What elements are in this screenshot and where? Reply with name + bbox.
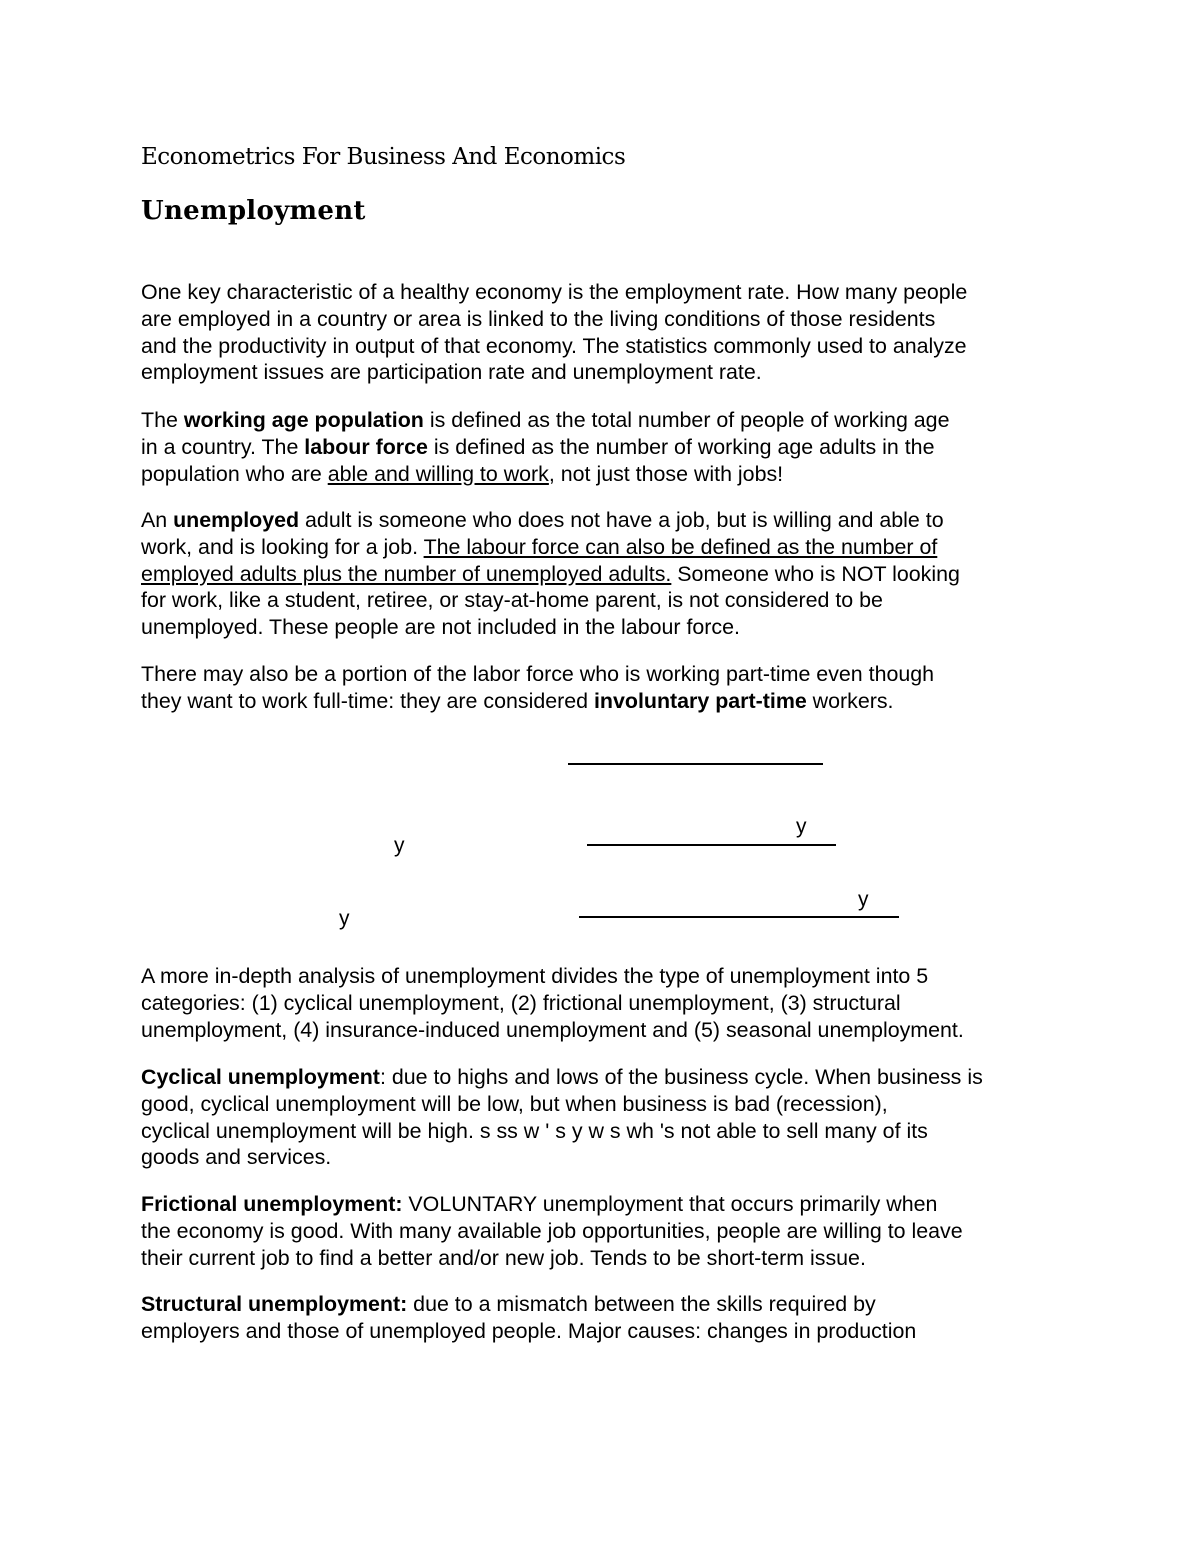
text: population who are <box>141 461 328 486</box>
paragraph-labour-force <box>141 407 1071 487</box>
text-line <box>141 534 1071 561</box>
blank-label: y <box>394 834 405 857</box>
term-labour-force: labour force <box>304 434 428 459</box>
blank-label: y <box>796 815 807 838</box>
text: VOLUNTARY unemployment that occurs primarily when <box>402 1192 938 1216</box>
text-line <box>141 434 1071 461</box>
paragraph-categories <box>141 963 1071 1043</box>
text: , not just those with jobs! <box>548 461 784 486</box>
text: adult is someone who does not have a job, but is willing and able to <box>299 508 944 532</box>
text: : due to highs and lows of the business cycle. When business is <box>379 1065 983 1089</box>
blank-line <box>568 763 823 765</box>
term-involuntary-part-time: involuntary part-time <box>593 688 807 713</box>
underlined-text: The labour force can also be defined as the number of <box>423 534 938 559</box>
text-line: A more in-depth analysis of unemployment divides the type of unemployment into 5 <box>141 964 929 988</box>
text-line <box>141 1191 1071 1218</box>
blank-line <box>587 844 836 846</box>
term-unemployed: unemployed <box>173 508 300 532</box>
paragraph-involuntary <box>141 661 1071 715</box>
text-line <box>141 461 1071 488</box>
text-line: and the productivity in output of that economy. The statistics commonly used to analyze <box>141 333 967 358</box>
text: due to a mismatch between the skills required by <box>407 1292 876 1316</box>
text-line <box>141 561 1071 588</box>
text-line: One key characteristic of a healthy economy is the employment rate. How many people <box>141 280 968 304</box>
term-working-age-population: working age population <box>183 408 424 432</box>
text-line: good, cyclical unemployment will be low, but when business is bad (recession), <box>141 1091 888 1116</box>
term-cyclical-unemployment: Cyclical unemployment <box>141 1065 380 1089</box>
blank-line <box>579 916 899 918</box>
text-line <box>141 1291 1071 1318</box>
paragraph-frictional <box>141 1191 1071 1271</box>
text-line: their current job to find a better and/or new job. Tends to be short-term issue. <box>141 1245 866 1270</box>
text-line: employers and those of unemployed people. Major causes: changes in production <box>141 1318 917 1343</box>
text-line: the economy is good. With many available job opportunities, people are willing to leave <box>141 1218 963 1243</box>
text: The <box>141 408 184 432</box>
paragraph-cyclical <box>141 1064 1071 1171</box>
text-line: for work, like a student, retiree, or stay-at-home parent, is not considered to be <box>141 588 883 613</box>
text-line: cyclical unemployment will be high. s ss w ' s y w s wh 's not able to sell many of its <box>141 1118 928 1143</box>
text-line: categories: (1) cyclical unemployment, (2) frictional unemployment, (3) structural <box>141 990 901 1015</box>
text: is defined as the number of working age adults in the <box>427 434 935 459</box>
text-line: are employed in a country or area is linked to the living conditions of those residents <box>141 306 936 331</box>
text-line: employment issues are participation rate and unemployment rate. <box>141 360 762 385</box>
text-line <box>141 688 1071 715</box>
text: Someone who is NOT looking <box>671 561 960 586</box>
underlined-text: employed adults plus the number of unemployed adults. <box>141 561 672 586</box>
text-line: There may also be a portion of the labor force who is working part-time even though <box>141 662 935 686</box>
text: An <box>141 508 174 532</box>
term-frictional-unemployment: Frictional unemployment: <box>141 1192 403 1216</box>
term-structural-unemployment: Structural unemployment: <box>141 1292 408 1316</box>
text: is defined as the total number of people of working age <box>423 408 950 432</box>
paragraph-unemployed <box>141 507 1071 641</box>
paragraph-structural <box>141 1291 1071 1345</box>
text: work, and is looking for a job. <box>141 534 424 559</box>
underlined-text: able and willing to work <box>327 461 549 486</box>
text-line: unemployment, (4) insurance-induced unemployment and (5) seasonal unemployment. <box>141 1017 964 1042</box>
text: in a country. The <box>141 434 305 459</box>
paragraph-intro <box>141 279 1071 386</box>
text: they want to work full-time: they are considered <box>141 688 594 713</box>
text-line <box>141 1064 1071 1091</box>
text-line <box>141 507 1071 534</box>
text-line: unemployed. These people are not included in the labour force. <box>141 615 740 640</box>
text-line: goods and services. <box>141 1145 332 1170</box>
text-line <box>141 407 1071 434</box>
text: workers. <box>806 688 894 713</box>
blank-label: y <box>858 888 869 911</box>
document-title: Econometrics For Business And Economics <box>141 144 626 170</box>
section-heading: Unemployment <box>141 196 366 226</box>
blank-label: y <box>339 907 350 930</box>
